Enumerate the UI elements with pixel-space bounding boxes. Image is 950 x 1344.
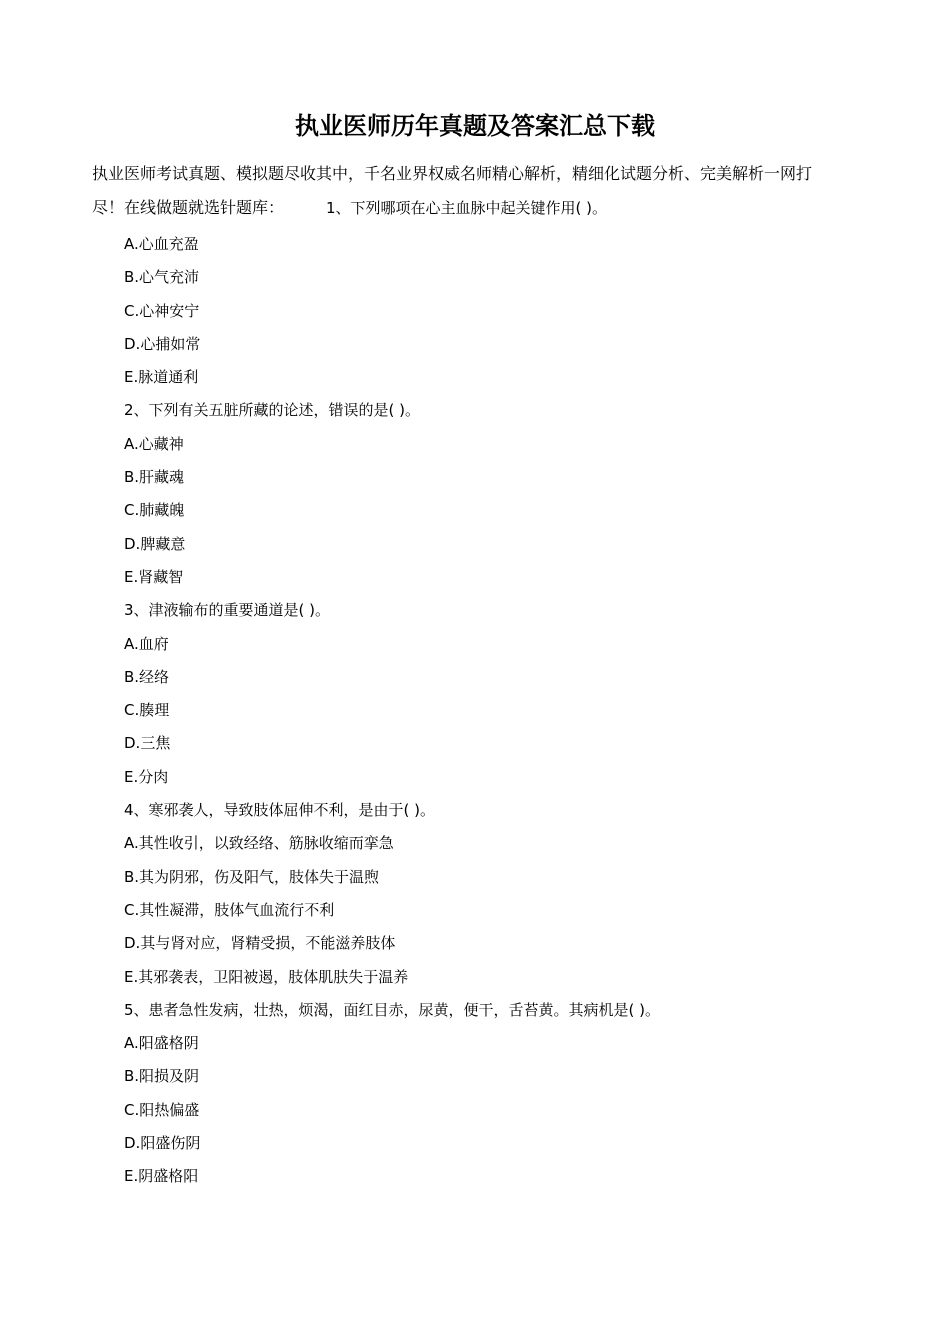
question-3-option-e: E.分肉 [124, 767, 169, 786]
question-2-option-b: B.肝藏魂 [124, 468, 185, 487]
question-4-option-d: D.其与肾对应，肾精受损，不能滋养肢体 [124, 934, 396, 953]
intro-line-1: 执业医师考试真题、模拟题尽收其中，千名业界权威名师精心解析，精细化试题分析、完美解析一网打 [92, 164, 813, 183]
question-3-stem: 3、津液输布的重要通道是( )。 [124, 601, 331, 620]
question-4-option-a: A.其性收引，以致经络、筋脉收缩而挛急 [124, 834, 394, 853]
intro-paragraph [92, 157, 867, 225]
question-1-option-e: E.脉道通利 [124, 368, 199, 387]
question-5-option-a: A.阳盛格阴 [124, 1034, 199, 1053]
question-1-option-c: C.心神安宁 [124, 301, 200, 320]
question-2-option-c: C.肺藏魄 [124, 501, 185, 520]
question-4-stem: 4、寒邪袭人，导致肢体屈伸不利，是由于( )。 [124, 801, 436, 820]
question-5-option-c: C.阳热偏盛 [124, 1100, 200, 1119]
question-2-option-e: E.肾藏智 [124, 567, 184, 586]
question-4-option-c: C.其性凝滞，肢体气血流行不利 [124, 900, 335, 919]
question-3-option-a: A.血府 [124, 634, 169, 653]
question-5-option-d: D.阳盛伤阴 [124, 1134, 201, 1153]
intro-line-2 [92, 191, 867, 225]
question-1-option-a: A.心血充盈 [124, 235, 199, 253]
document-title: 执业医师历年真题及答案汇总下载 [295, 111, 655, 140]
question-list [124, 228, 884, 1194]
question-1-option-d: D.心捕如常 [124, 334, 201, 353]
question-5-option-e: E.阴盛格阳 [124, 1167, 199, 1186]
question-3-option-b: B.经络 [124, 667, 170, 686]
question-5-option-b: B.阳损及阴 [124, 1067, 200, 1086]
question-1-stem: 1、下列哪项在心主血脉中起关键作用( )。 [326, 199, 608, 217]
question-2-option-a: A.心藏神 [124, 434, 184, 453]
intro-line-2-text: 尽！在线做题就选针题库： [92, 198, 285, 217]
question-3-option-c: C.腠理 [124, 701, 170, 720]
question-2-stem: 2、下列有关五脏所藏的论述，错误的是( )。 [124, 401, 421, 420]
question-5-stem: 5、患者急性发病，壮热，烦渴，面红目赤，尿黄，便干，舌苔黄。其病机是( )。 [124, 1000, 661, 1019]
question-3-option-d: D.三焦 [124, 734, 171, 753]
question-2-option-d: D.脾藏意 [124, 534, 186, 553]
question-4-option-b: B.其为阴邪，伤及阳气，肢体失于温煦 [124, 867, 380, 886]
question-1-option-b: B.心气充沛 [124, 268, 200, 287]
question-4-option-e: E.其邪袭表，卫阳被遏，肢体肌肤失于温养 [124, 967, 409, 986]
